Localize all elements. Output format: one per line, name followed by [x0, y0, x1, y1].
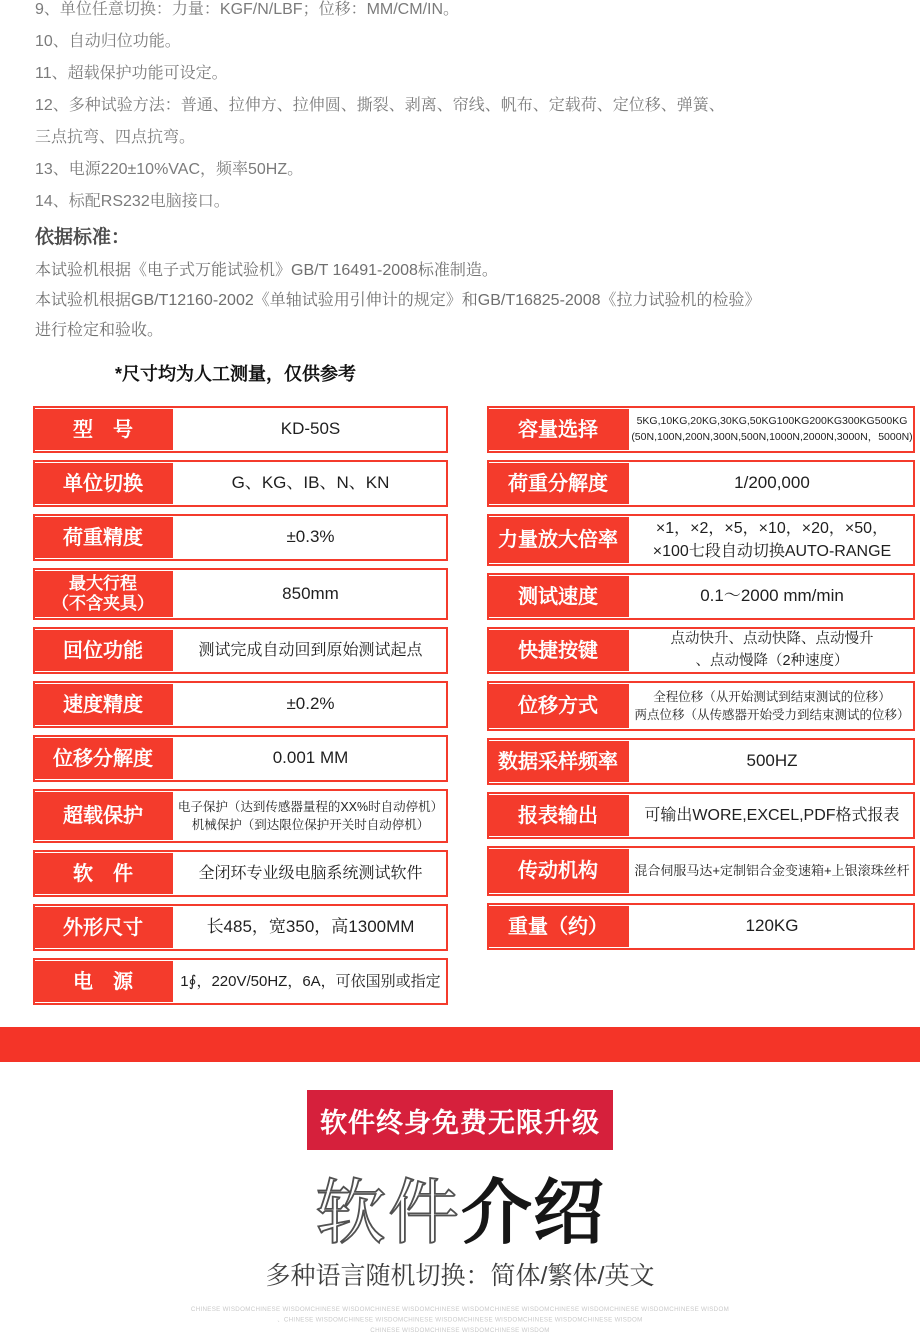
feature-line: 11、超载保护功能可设定。: [35, 65, 228, 82]
spec-value: 点动快升、点动快降、点动慢升 、点动慢降（2种速度）: [487, 627, 915, 674]
spec-row: [33, 958, 448, 1005]
feature-list: [35, 0, 895, 218]
spec-value: 全闭环专业级电脑系统测试软件: [33, 850, 448, 897]
spec-row: [33, 681, 448, 728]
spec-row: [33, 514, 448, 561]
spec-tables: [33, 406, 920, 1005]
spec-row: [487, 406, 915, 453]
spec-label: 最大行程 （不含夹具）: [33, 571, 173, 617]
red-divider-banner: [0, 1027, 920, 1062]
watermark-text: [175, 1304, 745, 1336]
spec-value: 测试完成自动回到原始测试起点: [33, 627, 448, 674]
spec-row: [487, 573, 915, 620]
standards-line: 进行检定和验收。: [35, 322, 164, 339]
spec-value: 500HZ: [487, 738, 915, 785]
feature-line: 12、多种试验方法：普通、拉伸方、拉伸圆、撕裂、剥离、帘线、帆布、定载荷、定位移、弹簧、: [35, 97, 725, 114]
spec-label: 位移方式: [487, 684, 629, 728]
spec-row: [487, 681, 915, 731]
spec-row: [487, 903, 915, 950]
spec-label: 型 号: [33, 409, 173, 450]
spec-value: 可输出WORE,EXCEL,PDF格式报表: [487, 792, 915, 839]
software-section-title-bold: 介绍: [461, 1174, 606, 1253]
spec-value: 1∮，220V/50HZ，6A，可依国别或指定: [33, 958, 448, 1005]
spec-table-right: [487, 406, 915, 1005]
spec-label: 回位功能: [33, 630, 173, 671]
spec-table-left: [33, 406, 448, 1005]
spec-label: 软 件: [33, 853, 173, 894]
feature-line: 10、自动归位功能。: [35, 33, 181, 50]
feature-line: 三点抗弯、四点抗弯。: [35, 129, 196, 146]
software-section-title-light: 软件: [314, 1174, 461, 1253]
spec-label: 荷重分解度: [487, 463, 629, 504]
spec-value: ±0.2%: [33, 681, 448, 728]
spec-value: G、KG、IB、N、KN: [33, 460, 448, 507]
spec-value: ±0.3%: [33, 514, 448, 561]
spec-row: [487, 792, 915, 839]
spec-row: [33, 850, 448, 897]
standards-heading: 依据标准：: [35, 227, 131, 248]
promo-button-row: [0, 1090, 920, 1150]
watermark-line: 、CHINESE WISDOMCHINESE WISDOMCHINESE WISDOMCHINESE WISDOMCHINESE WISDOMCHINESE WISDOM: [277, 1316, 643, 1324]
spec-value: 电子保护（达到传感器量程的XX%时自动停机） 机械保护（到达限位保护开关时自动停机）: [33, 789, 448, 843]
watermark-line: CHINESE WISDOMCHINESE WISDOMCHINESE WISDOMCHINESE WISDOMCHINESE WISDOMCHINESE WISDOMCHINESE WISDOMCHINESE WISDOMCHINESE WISDOM: [190, 1305, 730, 1313]
spec-value: 混合伺服马达+定制铝合金变速箱+上银滚珠丝杆: [487, 846, 915, 896]
spec-row: [487, 846, 915, 896]
spec-row: [33, 568, 448, 620]
spec-label: 报表输出: [487, 795, 629, 836]
spec-value: 1/200,000: [487, 460, 915, 507]
software-free-upgrade-button[interactable]: 软件终身免费无限升级: [307, 1090, 613, 1150]
spec-row: [487, 738, 915, 785]
spec-row: [33, 735, 448, 782]
measurement-note: *尺寸均为人工测量，仅供参考: [115, 364, 357, 384]
spec-row: [33, 406, 448, 453]
spec-label: 传动机构: [487, 849, 629, 893]
spec-label: 速度精度: [33, 684, 173, 725]
standards-line: 本试验机根据《电子式万能试验机》GB/T 16491-2008标准制造。: [35, 262, 498, 279]
spec-value: 0.1～2000 mm/min: [487, 573, 915, 620]
spec-row: [487, 460, 915, 507]
standards-line: 本试验机根据GB/T12160-2002《单轴试验用引伸计的规定》和GB/T16825-2008《拉力试验机的检验》: [35, 292, 761, 309]
spec-value: ×1，×2，×5，×10，×20，×50， ×100七段自动切换AUTO-RANGE: [487, 514, 915, 566]
spec-label: 超载保护: [33, 792, 173, 840]
spec-value: 120KG: [487, 903, 915, 950]
spec-label: 数据采样频率: [487, 741, 629, 782]
spec-label: 测试速度: [487, 576, 629, 617]
spec-row: [487, 514, 915, 566]
spec-label: 容量选择: [487, 409, 629, 450]
spec-row: [33, 627, 448, 674]
spec-label: 电 源: [33, 961, 173, 1002]
feature-line: 9、单位任意切换：力量：KGF/N/LBF；位移：MM/CM/IN。: [35, 1, 460, 18]
spec-value: 长485，宽350，高1300MM: [33, 904, 448, 951]
spec-label: 位移分解度: [33, 738, 173, 779]
spec-label: 快捷按键: [487, 630, 629, 671]
spec-value: 0.001 MM: [33, 735, 448, 782]
spec-label: 荷重精度: [33, 517, 173, 558]
spec-row: [33, 904, 448, 951]
spec-row: [487, 627, 915, 674]
spec-label: 力量放大倍率: [487, 517, 629, 563]
spec-value: 5KG,10KG,20KG,30KG,50KG100KG200KG300KG500KG (50N,100N,200N,300N,500N,1000N,2000N,3000N，5000N): [487, 406, 915, 453]
software-section-title: [0, 1174, 920, 1254]
watermark-line: CHINESE WISDOMCHINESE WISDOMCHINESE WISDOM: [370, 1326, 550, 1334]
software-section-subtitle: 多种语言随机切换：简体/繁体/英文: [265, 1262, 655, 1290]
feature-line: 13、电源220±10%VAC，频率50HZ。: [35, 161, 304, 178]
feature-line: 14、标配RS232电脑接口。: [35, 193, 230, 210]
spec-value: 850mm: [33, 568, 448, 620]
spec-row: [33, 789, 448, 843]
standards-paragraphs: [35, 256, 920, 346]
spec-row: [33, 460, 448, 507]
spec-label: 重量（约）: [487, 906, 629, 947]
spec-value: 全程位移（从开始测试到结束测试的位移） 两点位移（从传感器开始受力到结束测试的位移）: [487, 681, 915, 731]
spec-label: 外形尺寸: [33, 907, 173, 948]
spec-value: KD-50S: [33, 406, 448, 453]
spec-label: 单位切换: [33, 463, 173, 504]
